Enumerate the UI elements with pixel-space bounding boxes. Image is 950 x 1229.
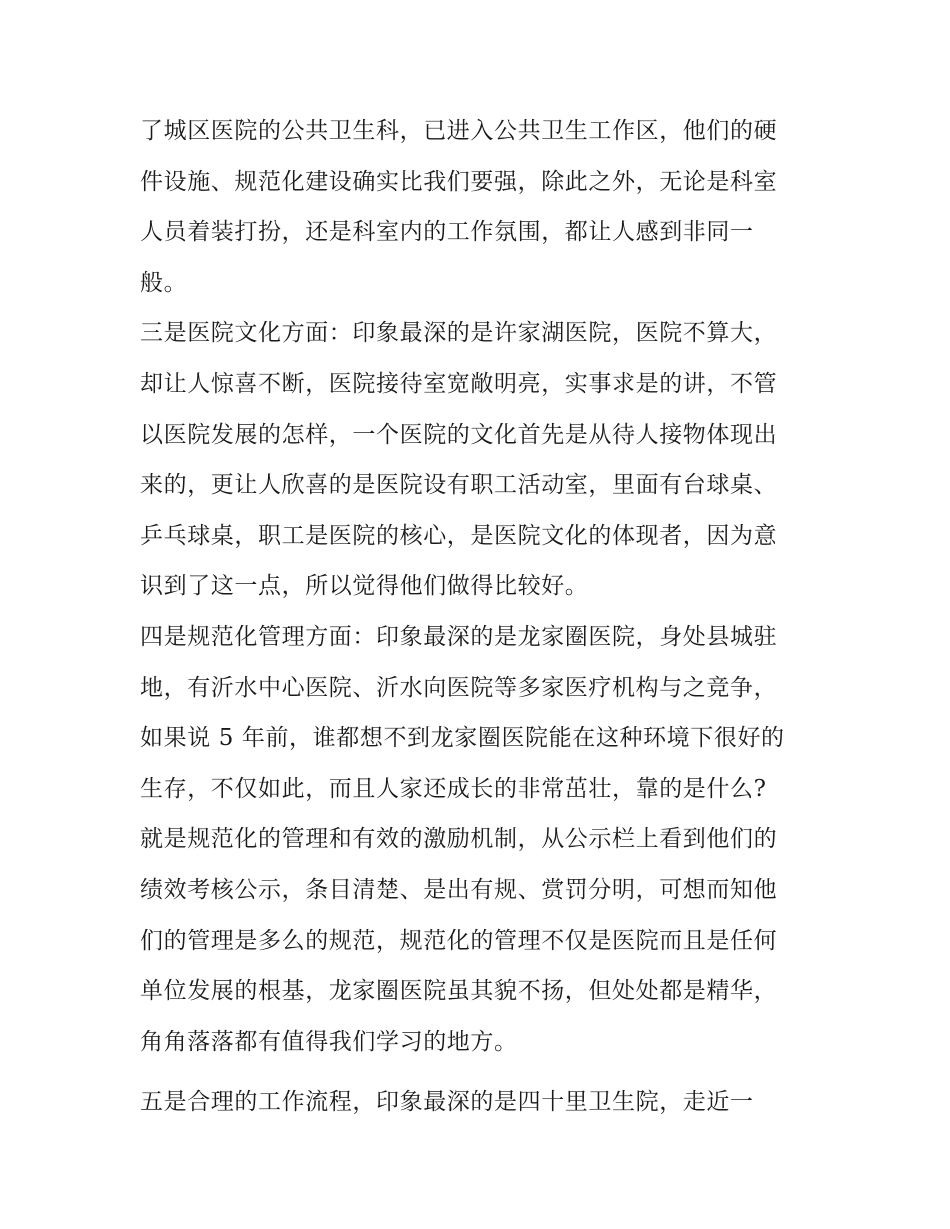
- text-line: 了城区医院的公共卫生科，已进入公共卫生工作区，他们的硬: [140, 118, 778, 144]
- text-line: 件设施、规范化建设确实比我们要强，除此之外，无论是科室: [140, 168, 778, 195]
- text-line: 五是合理的工作流程，印象最深的是四十里卫生院，走近一: [140, 1089, 754, 1116]
- text-line: 以医院发展的怎样，一个医院的文化首先是从待人接物体现出: [140, 421, 778, 448]
- text-line: 来的，更让人欣喜的是医院设有职工活动室，里面有台球桌、: [140, 472, 778, 499]
- text-line: 人员着装打扮，还是科室内的工作氛围，都让人感到非同一: [140, 219, 754, 246]
- paragraph-hospital-culture: [140, 308, 815, 612]
- text-line: 三是医院文化方面：印象最深的是许家湖医院，医院不算大，: [140, 320, 778, 347]
- text-line: 乒乓球桌，职工是医院的核心，是医院文化的体现者，因为意: [140, 522, 778, 549]
- text-line: 角角落落都有值得我们学习的地方。: [140, 1028, 518, 1055]
- text-line: 地，有沂水中心医院、沂水向医院等多家医疗机构与之竞争，: [140, 674, 778, 701]
- paragraph-workflow: [140, 1077, 815, 1128]
- paragraph-spacer: [140, 1067, 815, 1077]
- text-line: 却让人惊喜不断，医院接待室宽敞明亮，实事求是的讲，不管: [140, 370, 778, 397]
- paragraph-standardized-management: [140, 612, 815, 1067]
- document-body: [140, 106, 815, 1128]
- paragraph-public-health: [140, 106, 815, 308]
- text-line: 如果说 5 年前，谁都想不到龙家圈医院能在这种环境下很好的: [140, 725, 785, 752]
- text-line: 们的管理是多么的规范，规范化的管理不仅是医院而且是任何: [140, 927, 778, 954]
- text-line: 四是规范化管理方面：印象最深的是龙家圈医院，身处县城驻: [140, 623, 778, 650]
- text-line: 就是规范化的管理和有效的激励机制，从公示栏上看到他们的: [140, 826, 778, 853]
- text-line: 绩效考核公示，条目清楚、是出有规、赏罚分明，可想而知他: [140, 876, 778, 903]
- text-line: 生存，不仅如此，而且人家还成长的非常茁壮，靠的是什么?: [140, 775, 767, 802]
- text-line: 识到了这一点，所以觉得他们做得比较好。: [140, 573, 589, 600]
- text-line: 般。: [140, 269, 188, 296]
- text-line: 单位发展的根基，龙家圈医院虽其貌不扬，但处处都是精华，: [140, 978, 778, 1005]
